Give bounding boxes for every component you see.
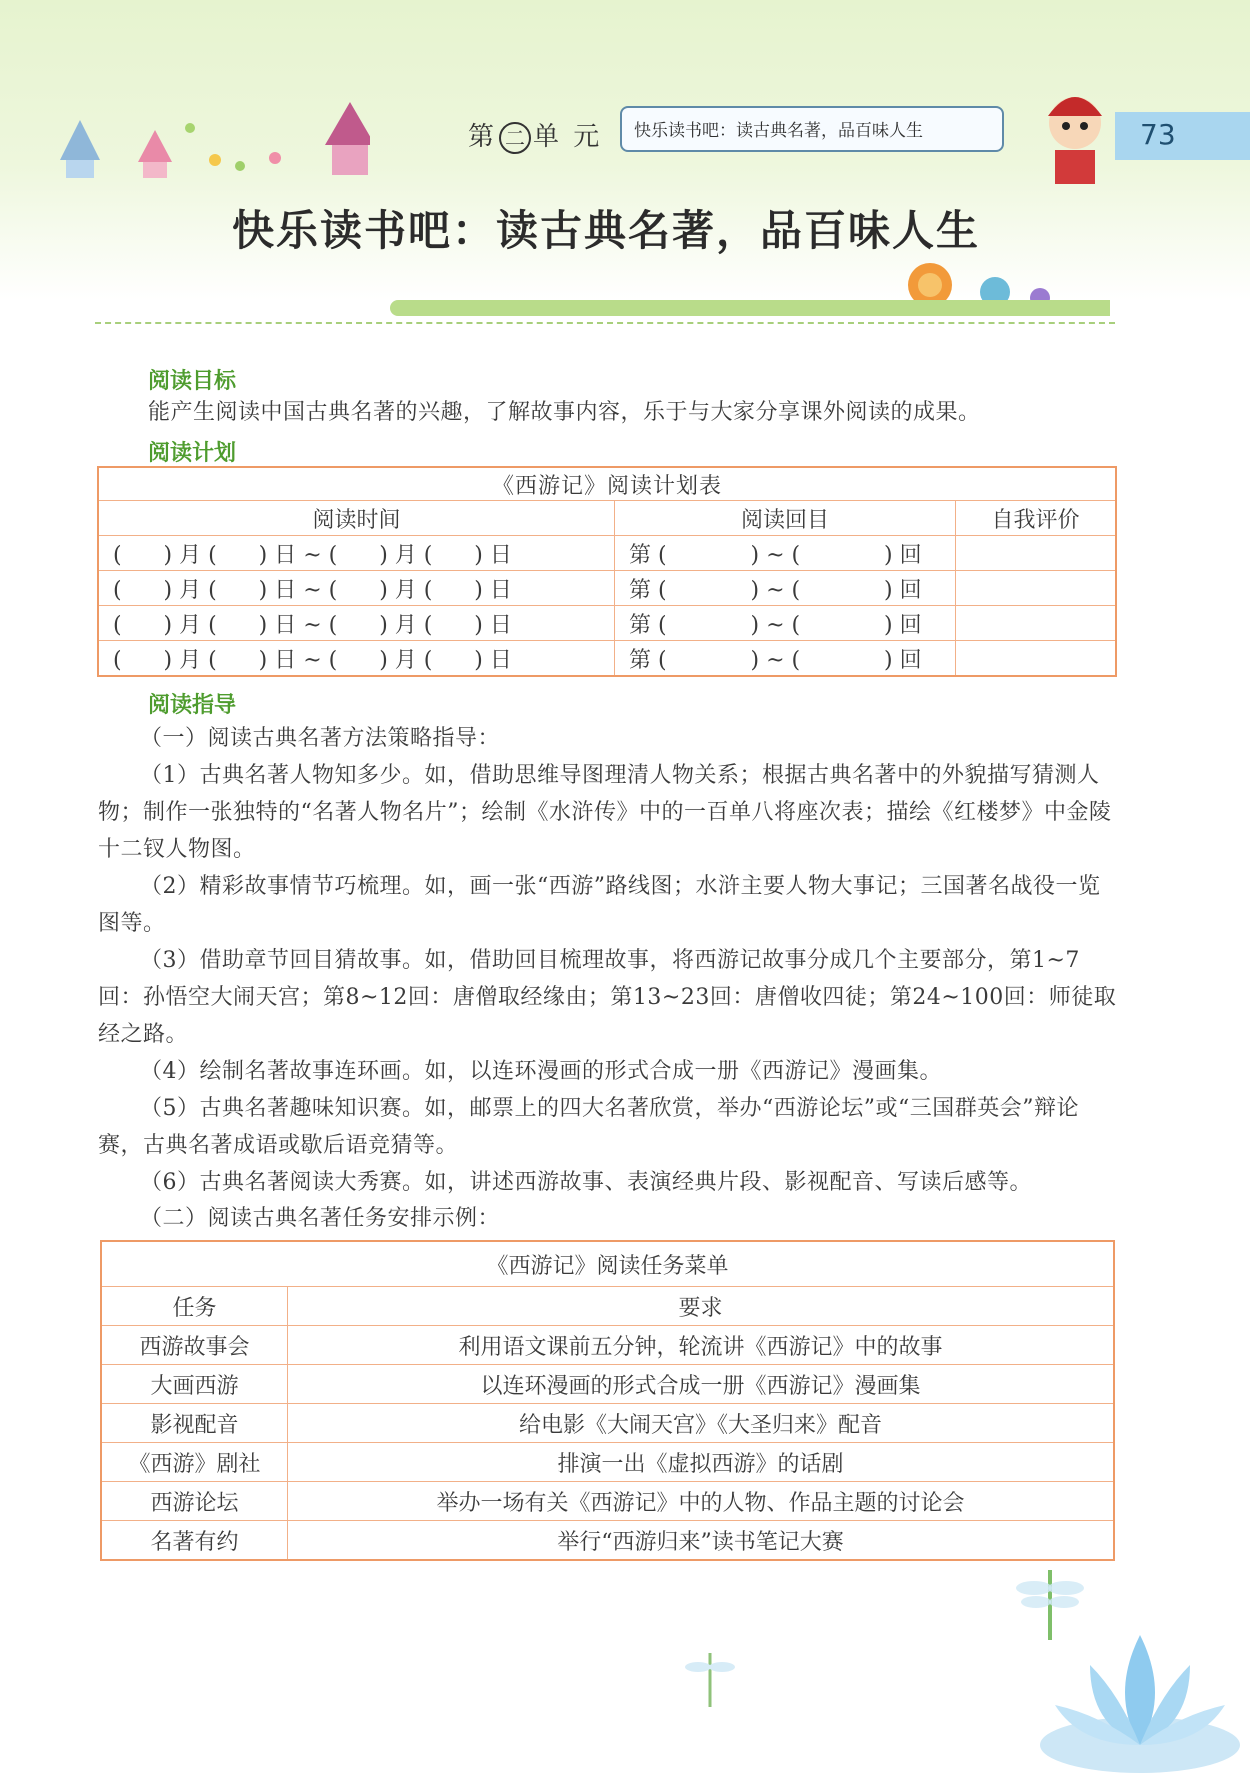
- table-row: [98, 641, 1116, 677]
- task-name: 西游故事会: [101, 1326, 288, 1365]
- table-row: [98, 606, 1116, 641]
- time-slot[interactable]: ( ) 月 ( ) 日 ~ ( ) 月 ( ) 日: [98, 571, 615, 606]
- table-row: [98, 536, 1116, 571]
- time-slot[interactable]: ( ) 月 ( ) 日 ~ ( ) 月 ( ) 日: [98, 536, 615, 571]
- goal-heading: 阅读目标: [148, 369, 237, 394]
- unit-label: 第 二 单 元: [468, 122, 603, 152]
- task-requirement: 举行“西游归来”读书笔记大赛: [288, 1521, 1115, 1561]
- lotus-flower-icon: [1030, 1595, 1250, 1792]
- dragonfly-small-icon: [680, 1645, 740, 1715]
- evaluation-slot[interactable]: [956, 606, 1117, 641]
- table-row: [101, 1443, 1114, 1482]
- table-row: [101, 1521, 1114, 1561]
- task-requirement: 举办一场有关《西游记》中的人物、作品主题的讨论会: [288, 1482, 1115, 1521]
- task-name: 《西游》剧社: [101, 1443, 288, 1482]
- guide-part2-title: （二）阅读古典名著任务安排示例：: [140, 1206, 501, 1231]
- dashed-divider: [95, 322, 1115, 324]
- evaluation-slot[interactable]: [956, 536, 1117, 571]
- task-name: 大画西游: [101, 1365, 288, 1404]
- chapter-slot[interactable]: 第 ( ) ~ ( ) 回: [615, 536, 956, 571]
- time-slot[interactable]: ( ) 月 ( ) 日 ~ ( ) 月 ( ) 日: [98, 641, 615, 677]
- task-col-task: 任务: [101, 1287, 288, 1326]
- task-table-title: 《西游记》阅读任务菜单: [101, 1241, 1114, 1287]
- guide-item-3: （3）借助章节回目猜故事。如，借助回目梳理故事，将西游记故事分成几个主要部分，第1~7回：孙悟空大闹天宫；第8~12回：唐僧取经缘由；第13~23回：唐僧收四徒；第24~100回：师徒取经之路。: [98, 948, 1117, 1047]
- table-row: [101, 1482, 1114, 1521]
- task-menu-table: [100, 1240, 1115, 1561]
- task-name: 影视配音: [101, 1404, 288, 1443]
- guide-item-1: （1）古典名著人物知多少。如，借助思维导图理清人物关系；根据古典名著中的外貌描写猜测人物；制作一张独特的“名著人物名片”；绘制《水浒传》中的一百单八将座次表；描绘《红楼梦》中金陵十二钗人物图。: [98, 763, 1112, 862]
- guide-item-4: （4）绘制名著故事连环画。如，以连环漫画的形式合成一册《西游记》漫画集。: [140, 1059, 942, 1084]
- reading-plan-table: [97, 466, 1117, 677]
- guide-item-6: （6）古典名著阅读大秀赛。如，讲述西游故事、表演经典片段、影视配音、写读后感等。: [140, 1170, 1033, 1195]
- time-slot[interactable]: ( ) 月 ( ) 日 ~ ( ) 月 ( ) 日: [98, 606, 615, 641]
- page-title: 快乐读书吧：读古典名著，品百味人生: [232, 206, 981, 255]
- chapter-slot[interactable]: 第 ( ) ~ ( ) 回: [615, 571, 956, 606]
- plan-col-time: 阅读时间: [98, 501, 615, 536]
- guide-item-5: （5）古典名著趣味知识赛。如，邮票上的四大名著欣赏，举办“西游论坛”或“三国群英会”辩论赛，古典名著成语或歇后语竞猜等。: [98, 1096, 1079, 1158]
- guide-item-2: （2）精彩故事情节巧梳理。如，画一张“西游”路线图；水浒主要人物大事记；三国著名战役一览图等。: [98, 874, 1101, 936]
- unit-number-circle: 二: [499, 122, 531, 154]
- task-requirement: 排演一出《虚拟西游》的话剧: [288, 1443, 1115, 1482]
- ribbon-text: 快乐读书吧：读古典名著，品百味人生: [634, 121, 923, 141]
- goal-text: 能产生阅读中国古典名著的兴趣，了解故事内容，乐于与大家分享课外阅读的成果。: [148, 400, 981, 425]
- plan-col-chapter: 阅读回目: [615, 501, 956, 536]
- chapter-ribbon: [620, 106, 1004, 152]
- task-name: 名著有约: [101, 1521, 288, 1561]
- title-underline: [390, 300, 1110, 316]
- evaluation-slot[interactable]: [956, 641, 1117, 677]
- evaluation-slot[interactable]: [956, 571, 1117, 606]
- table-row: [101, 1365, 1114, 1404]
- guide-heading: 阅读指导: [148, 693, 237, 718]
- task-requirement: 利用语文课前五分钟，轮流讲《西游记》中的故事: [288, 1326, 1115, 1365]
- chapter-slot[interactable]: 第 ( ) ~ ( ) 回: [615, 606, 956, 641]
- task-requirement: 以连环漫画的形式合成一册《西游记》漫画集: [288, 1365, 1115, 1404]
- table-row: [101, 1326, 1114, 1365]
- task-requirement: 给电影《大闹天宫》《大圣归来》配音: [288, 1404, 1115, 1443]
- task-name: 西游论坛: [101, 1482, 288, 1521]
- table-row: [101, 1404, 1114, 1443]
- page-number-band: [1115, 112, 1250, 160]
- plan-col-evaluation: 自我评价: [956, 501, 1117, 536]
- cartoon-boy-icon: [1030, 78, 1120, 188]
- table-row: [98, 571, 1116, 606]
- guide-part1-title: （一）阅读古典名著方法策略指导：: [140, 726, 501, 751]
- village-decoration-icon: [40, 100, 370, 180]
- plan-heading: 阅读计划: [148, 441, 237, 466]
- chapter-slot[interactable]: 第 ( ) ~ ( ) 回: [615, 641, 956, 677]
- page-number: 73: [1140, 118, 1176, 151]
- task-col-requirement: 要求: [288, 1287, 1115, 1326]
- plan-table-title: 《西游记》阅读计划表: [98, 467, 1116, 501]
